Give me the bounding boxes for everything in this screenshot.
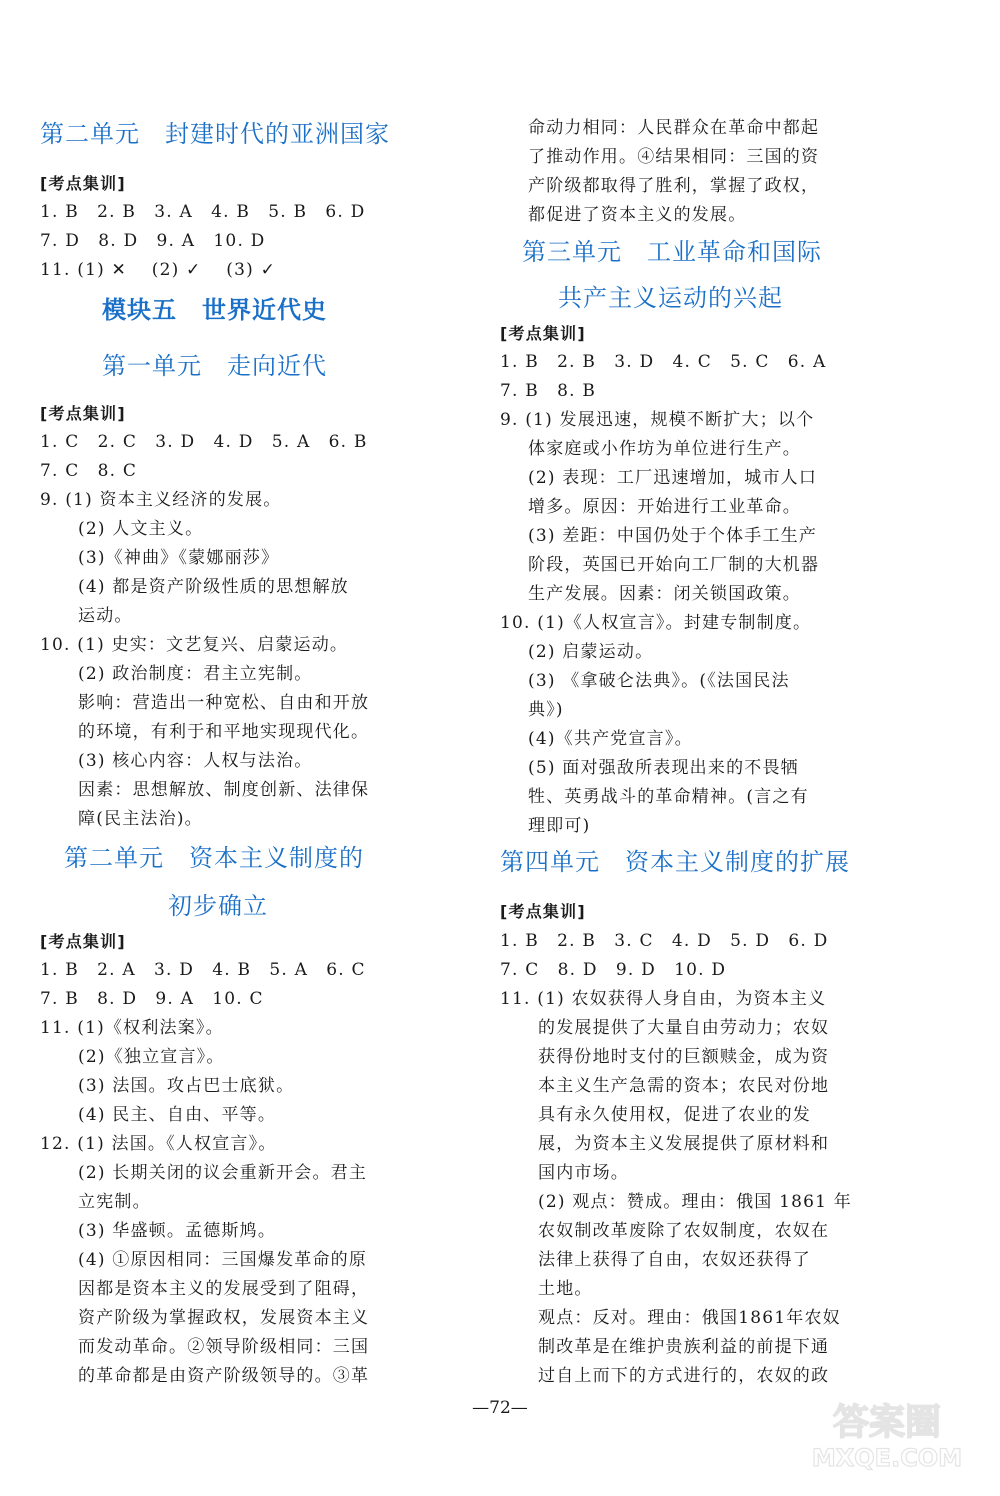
answer-line: 11. (1) ✕ (2) ✓ (3) ✓ — [40, 260, 277, 280]
answer-line: (2) 启蒙运动。 — [528, 642, 654, 662]
answer-line: 获得份地时支付的巨额赎金，成为资 — [538, 1047, 830, 1067]
answer-line: 1. B 2. B 3. D 4. C 5. C 6. A — [500, 352, 827, 372]
unit3-title: 第三单元 工业革命和国际 — [522, 238, 822, 266]
answer-line: 土地。 — [538, 1279, 593, 1299]
answer-line: 典》) — [528, 700, 564, 720]
answer-line: (2) 人文主义。 — [78, 519, 204, 539]
answer-line: 观点：反对。理由：俄国1861年农奴 — [538, 1308, 841, 1328]
answer-line: 7. C 8. D 9. D 10. D — [500, 960, 727, 980]
answer-line: (3) 《拿破仑法典》。(《法国民法 — [528, 671, 790, 691]
watermark-text: 答案圈 — [832, 1402, 942, 1443]
watermark-logo — [802, 1394, 972, 1474]
watermark-url: MXQE.COM — [811, 1444, 963, 1472]
exercise-tag: [考点集训] — [40, 932, 126, 951]
answer-line: 资产阶级为掌握政权，发展资本主义 — [78, 1308, 370, 1328]
exercise-tag: [考点集训] — [500, 902, 586, 921]
answer-line: (4)《共产党宣言》。 — [528, 729, 693, 749]
answer-line: 7. D 8. D 9. A 10. D — [40, 231, 266, 251]
answer-line: 因素：思想解放、制度创新、法律保 — [78, 780, 370, 800]
answer-line: 本主义生产急需的资本；农民对份地 — [538, 1076, 830, 1096]
answer-line: 过自上而下的方式进行的，农奴的政 — [538, 1366, 830, 1386]
answer-line: 1. C 2. C 3. D 4. D 5. A 6. B — [40, 432, 368, 452]
answer-line: 9. (1) 资本主义经济的发展。 — [40, 490, 282, 510]
answer-line: 1. B 2. A 3. D 4. B 5. A 6. C — [40, 960, 366, 980]
answer-line: (4) 民主、自由、平等。 — [78, 1105, 277, 1125]
answer-line: (2) 长期关闭的议会重新开会。君主 — [78, 1163, 368, 1183]
answer-line: 体家庭或小作坊为单位进行生产。 — [528, 439, 801, 459]
answer-line: 因都是资本主义的发展受到了阻碍， — [78, 1279, 370, 1299]
answer-line: 制改革是在维护贵族利益的前提下通 — [538, 1337, 830, 1357]
answer-line: 12. (1) 法国。《人权宣言》。 — [40, 1134, 277, 1154]
answer-line: 阶段，英国已开始向工厂制的大机器 — [528, 555, 820, 575]
answer-line: (3) 华盛顿。孟德斯鸠。 — [78, 1221, 277, 1241]
answer-line: (3)《神曲》《蒙娜丽莎》 — [78, 548, 280, 568]
answer-line: (3) 核心内容：人权与法治。 — [78, 751, 313, 771]
unit3-title-cont: 共产主义运动的兴起 — [558, 284, 783, 312]
page-number: —72— — [472, 1398, 528, 1418]
exercise-tag: [考点集训] — [40, 174, 126, 193]
answer-line: 的革命都是由资产阶级领导的。③革 — [78, 1366, 370, 1386]
answer-line: 11. (1) 农奴获得人身自由，为资本主义 — [500, 989, 827, 1009]
answer-line: (3) 差距：中国仍处于个体手工生产 — [528, 526, 818, 546]
answer-line: 产阶级都取得了胜利，掌握了政权， — [528, 176, 820, 196]
m5-unit2-title-cont: 初步确立 — [168, 892, 268, 920]
answer-line: (4) 都是资产阶级性质的思想解放 — [78, 577, 349, 597]
answer-line: 展，为资本主义发展提供了原材料和 — [538, 1134, 830, 1154]
answer-line: 都促进了资本主义的发展。 — [528, 205, 747, 225]
unit2-title: 第二单元 封建时代的亚洲国家 — [40, 120, 390, 148]
answer-line: 而发动革命。②领导阶级相同：三国 — [78, 1337, 370, 1357]
answer-line: 具有永久使用权，促进了农业的发 — [538, 1105, 811, 1125]
answer-line: (5) 面对强敌所表现出来的不畏牺 — [528, 758, 799, 778]
answer-line: 运动。 — [78, 606, 133, 626]
answer-line: 理即可) — [528, 816, 591, 836]
m5-unit1-title: 第一单元 走向近代 — [102, 352, 327, 380]
answer-line: 增多。原因：开始进行工业革命。 — [528, 497, 801, 517]
answer-line: 的发展提供了大量自由劳动力；农奴 — [538, 1018, 830, 1038]
answer-line: 的环境，有利于和平地实现现代化。 — [78, 722, 370, 742]
answer-line: 牲、英勇战斗的革命精神。(言之有 — [528, 787, 809, 807]
answer-line: (3) 法国。攻占巴士底狱。 — [78, 1076, 295, 1096]
answer-line: 7. B 8. D 9. A 10. C — [40, 989, 264, 1009]
exercise-tag: [考点集训] — [40, 404, 126, 423]
answer-line: 农奴制改革废除了农奴制度，农奴在 — [538, 1221, 830, 1241]
answer-line: (2) 表现：工厂迅速增加，城市人口 — [528, 468, 818, 488]
answer-line: (2) 政治制度：君主立宪制。 — [78, 664, 313, 684]
answer-line: 1. B 2. B 3. C 4. D 5. D 6. D — [500, 931, 829, 951]
answer-line: (2) 观点：赞成。理由：俄国 1861 年 — [538, 1192, 852, 1212]
answer-line: 生产发展。因素：闭关锁国政策。 — [528, 584, 801, 604]
answer-line: 11. (1)《权利法案》。 — [40, 1018, 224, 1038]
answer-line: (2)《独立宣言》。 — [78, 1047, 225, 1067]
answer-line: 立宪制。 — [78, 1192, 151, 1212]
exercise-tag: [考点集训] — [500, 324, 586, 343]
answer-line: 影响：营造出一种宽松、自由和开放 — [78, 693, 370, 713]
answer-line: 国内市场。 — [538, 1163, 629, 1183]
unit4-title: 第四单元 资本主义制度的扩展 — [500, 848, 850, 876]
answer-line: 7. B 8. B — [500, 381, 597, 401]
answer-line: 命动力相同：人民群众在革命中都起 — [528, 118, 820, 138]
answer-line: 法律上获得了自由，农奴还获得了 — [538, 1250, 811, 1270]
answer-line: 7. C 8. C — [40, 461, 138, 481]
answer-line: 10. (1) 史实：文艺复兴、启蒙运动。 — [40, 635, 349, 655]
m5-unit2-title: 第二单元 资本主义制度的 — [64, 844, 364, 872]
answer-line: 了推动作用。④结果相同：三国的资 — [528, 147, 820, 167]
answer-line: (4) ①原因相同：三国爆发革命的原 — [78, 1250, 368, 1270]
module5-title: 模块五 世界近代史 — [102, 295, 327, 324]
answer-line: 10. (1)《人权宣言》。封建专制制度。 — [500, 613, 812, 633]
answer-line: 障(民主法治)。 — [78, 809, 203, 829]
answer-line: 9. (1) 发展迅速，规模不断扩大；以个 — [500, 410, 815, 430]
answer-line: 1. B 2. B 3. A 4. B 5. B 6. D — [40, 202, 366, 222]
